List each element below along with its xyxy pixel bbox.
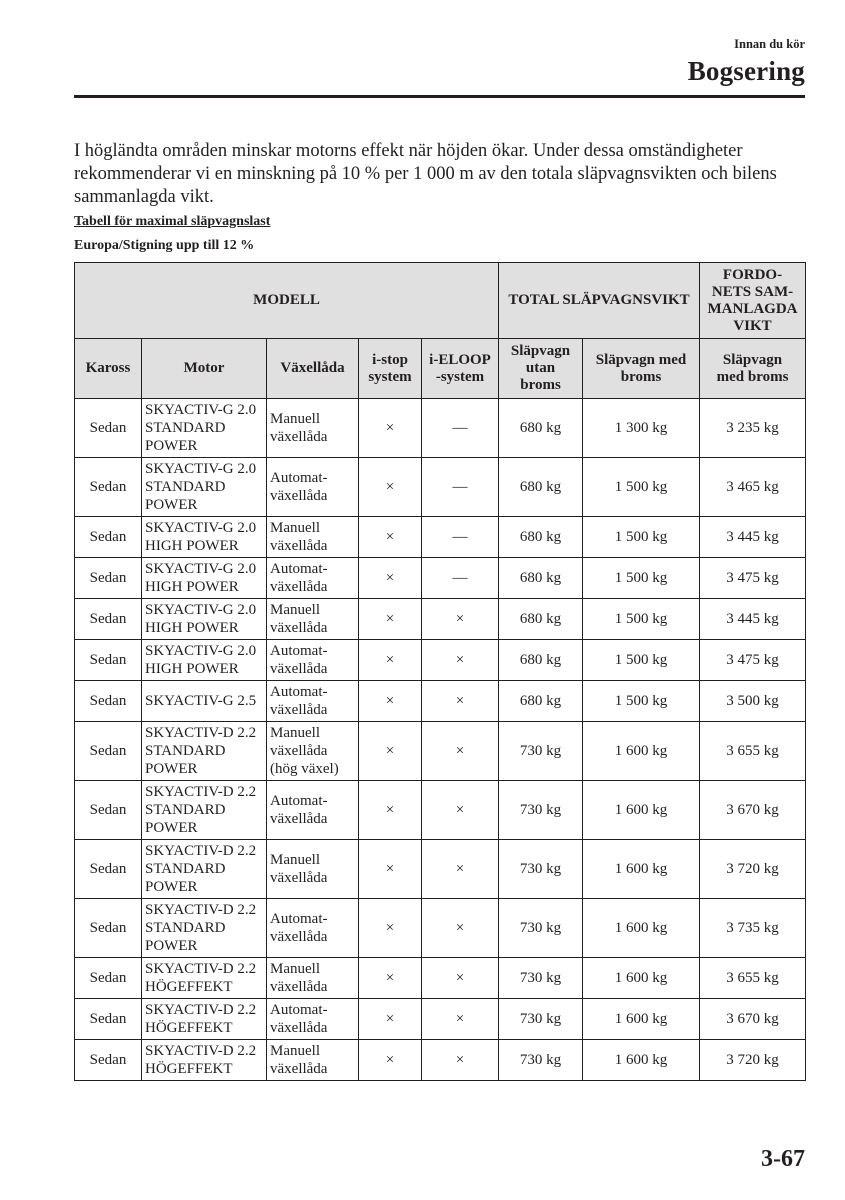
- cell-istop: ×: [359, 517, 422, 558]
- cell-kaross: Sedan: [75, 681, 142, 722]
- cell-kaross: Sedan: [75, 999, 142, 1040]
- cell-istop: ×: [359, 958, 422, 999]
- cell-motor: SKYACTIV-D 2.2 STANDARD POWER: [142, 899, 267, 958]
- cell-med-broms: 1 300 kg: [583, 399, 700, 458]
- table-row: [75, 599, 806, 640]
- cell-motor: SKYACTIV-D 2.2 HÖGEFFEKT: [142, 958, 267, 999]
- cell-istop: ×: [359, 781, 422, 840]
- cell-kaross: Sedan: [75, 599, 142, 640]
- cell-ieloop: ×: [422, 999, 499, 1040]
- model-group-header: MODELL: [75, 263, 499, 339]
- cell-med-broms: 1 600 kg: [583, 840, 700, 899]
- cell-ieloop: ×: [422, 840, 499, 899]
- cell-utan-broms: 730 kg: [499, 999, 583, 1040]
- cell-istop: ×: [359, 999, 422, 1040]
- cell-sammanlagd-vikt: 3 465 kg: [700, 458, 806, 517]
- cell-vaxellada: Automat- växellåda: [267, 458, 359, 517]
- cell-motor: SKYACTIV-G 2.0 STANDARD POWER: [142, 458, 267, 517]
- cell-ieloop: ×: [422, 681, 499, 722]
- cell-med-broms: 1 600 kg: [583, 1040, 700, 1081]
- header-kaross: Kaross: [75, 339, 142, 399]
- header-slapvagn-utan-broms: Släpvagn utan broms: [499, 339, 583, 399]
- cell-med-broms: 1 500 kg: [583, 599, 700, 640]
- header-motor: Motor: [142, 339, 267, 399]
- cell-utan-broms: 680 kg: [499, 558, 583, 599]
- cell-med-broms: 1 500 kg: [583, 681, 700, 722]
- cell-med-broms: 1 500 kg: [583, 517, 700, 558]
- cell-ieloop: —: [422, 458, 499, 517]
- table-row: [75, 899, 806, 958]
- cell-sammanlagd-vikt: 3 720 kg: [700, 1040, 806, 1081]
- cell-istop: ×: [359, 681, 422, 722]
- cell-kaross: Sedan: [75, 517, 142, 558]
- cell-motor: SKYACTIV-G 2.0 HIGH POWER: [142, 599, 267, 640]
- cell-utan-broms: 680 kg: [499, 599, 583, 640]
- cell-motor: SKYACTIV-D 2.2 HÖGEFFEKT: [142, 1040, 267, 1081]
- cell-istop: ×: [359, 558, 422, 599]
- column-header-row: [75, 339, 806, 399]
- table-row: [75, 958, 806, 999]
- cell-motor: SKYACTIV-D 2.2 STANDARD POWER: [142, 781, 267, 840]
- cell-kaross: Sedan: [75, 458, 142, 517]
- cell-utan-broms: 730 kg: [499, 899, 583, 958]
- cell-vaxellada: Automat- växellåda: [267, 640, 359, 681]
- cell-kaross: Sedan: [75, 558, 142, 599]
- cell-kaross: Sedan: [75, 899, 142, 958]
- cell-motor: SKYACTIV-D 2.2 STANDARD POWER: [142, 722, 267, 781]
- table-subheading: Europa/Stigning upp till 12 %: [74, 238, 255, 253]
- cell-vaxellada: Manuell växellåda: [267, 958, 359, 999]
- title-divider: [74, 95, 805, 98]
- header-slapvagn-med-broms: Släpvagn med broms: [583, 339, 700, 399]
- cell-utan-broms: 730 kg: [499, 840, 583, 899]
- table-heading: Tabell för maximal släpvagnslast: [74, 214, 271, 229]
- cell-utan-broms: 730 kg: [499, 722, 583, 781]
- cell-vaxellada: Manuell växellåda: [267, 517, 359, 558]
- cell-med-broms: 1 600 kg: [583, 899, 700, 958]
- cell-utan-broms: 730 kg: [499, 781, 583, 840]
- table-row: [75, 999, 806, 1040]
- table-row: [75, 558, 806, 599]
- cell-vaxellada: Automat- växellåda: [267, 899, 359, 958]
- table-row: [75, 781, 806, 840]
- cell-ieloop: ×: [422, 958, 499, 999]
- table-row: [75, 681, 806, 722]
- cell-kaross: Sedan: [75, 722, 142, 781]
- cell-utan-broms: 680 kg: [499, 458, 583, 517]
- cell-sammanlagd-vikt: 3 445 kg: [700, 599, 806, 640]
- cell-motor: SKYACTIV-G 2.0 HIGH POWER: [142, 558, 267, 599]
- cell-vaxellada: Automat- växellåda: [267, 681, 359, 722]
- cell-kaross: Sedan: [75, 1040, 142, 1081]
- cell-istop: ×: [359, 840, 422, 899]
- table-body: [75, 399, 806, 1081]
- table-row: [75, 722, 806, 781]
- page-number: 3-67: [761, 1146, 805, 1172]
- cell-sammanlagd-vikt: 3 445 kg: [700, 517, 806, 558]
- total-trailer-weight-header: TOTAL SLÄPVAGNSVIKT: [499, 263, 700, 339]
- cell-med-broms: 1 600 kg: [583, 999, 700, 1040]
- towing-capacity-table: [74, 262, 806, 1081]
- cell-med-broms: 1 500 kg: [583, 640, 700, 681]
- cell-ieloop: ×: [422, 640, 499, 681]
- cell-istop: ×: [359, 722, 422, 781]
- cell-vaxellada: Manuell växellåda: [267, 1040, 359, 1081]
- cell-istop: ×: [359, 399, 422, 458]
- cell-med-broms: 1 600 kg: [583, 722, 700, 781]
- table-row: [75, 640, 806, 681]
- cell-vaxellada: Manuell växellåda: [267, 399, 359, 458]
- cell-motor: SKYACTIV-G 2.0 STANDARD POWER: [142, 399, 267, 458]
- intro-paragraph: I högländta områden minskar motorns effekt när höjden ökar. Under dessa omständigheter rekommenderar vi en minskning på 10 % per 1 000 m av den totala släpvagnsvikten och bilens sammanlagda vikt.: [74, 141, 777, 207]
- cell-istop: ×: [359, 640, 422, 681]
- cell-istop: ×: [359, 899, 422, 958]
- cell-istop: ×: [359, 458, 422, 517]
- cell-sammanlagd-vikt: 3 475 kg: [700, 558, 806, 599]
- cell-sammanlagd-vikt: 3 720 kg: [700, 840, 806, 899]
- cell-utan-broms: 680 kg: [499, 640, 583, 681]
- cell-kaross: Sedan: [75, 840, 142, 899]
- cell-sammanlagd-vikt: 3 655 kg: [700, 958, 806, 999]
- cell-vaxellada: Automat- växellåda: [267, 558, 359, 599]
- cell-med-broms: 1 500 kg: [583, 458, 700, 517]
- cell-motor: SKYACTIV-G 2.5: [142, 681, 267, 722]
- cell-motor: SKYACTIV-G 2.0 HIGH POWER: [142, 517, 267, 558]
- header-istop: i-stop system: [359, 339, 422, 399]
- table-row: [75, 399, 806, 458]
- cell-sammanlagd-vikt: 3 500 kg: [700, 681, 806, 722]
- cell-motor: SKYACTIV-G 2.0 HIGH POWER: [142, 640, 267, 681]
- cell-kaross: Sedan: [75, 958, 142, 999]
- table-row: [75, 458, 806, 517]
- cell-vaxellada: Manuell växellåda: [267, 599, 359, 640]
- cell-ieloop: ×: [422, 722, 499, 781]
- cell-utan-broms: 730 kg: [499, 958, 583, 999]
- cell-sammanlagd-vikt: 3 735 kg: [700, 899, 806, 958]
- cell-utan-broms: 680 kg: [499, 399, 583, 458]
- cell-vaxellada: Automat- växellåda: [267, 999, 359, 1040]
- combined-weight-header: FORDO- NETS SAM- MANLAGDA VIKT: [700, 263, 806, 339]
- cell-istop: ×: [359, 599, 422, 640]
- cell-motor: SKYACTIV-D 2.2 STANDARD POWER: [142, 840, 267, 899]
- cell-sammanlagd-vikt: 3 655 kg: [700, 722, 806, 781]
- cell-utan-broms: 730 kg: [499, 1040, 583, 1081]
- cell-vaxellada: Manuell växellåda (hög växel): [267, 722, 359, 781]
- cell-ieloop: ×: [422, 781, 499, 840]
- cell-med-broms: 1 600 kg: [583, 958, 700, 999]
- cell-vaxellada: Automat- växellåda: [267, 781, 359, 840]
- cell-motor: SKYACTIV-D 2.2 HÖGEFFEKT: [142, 999, 267, 1040]
- header-fordon-slapvagn-med-broms: Släpvagn med broms: [700, 339, 806, 399]
- cell-ieloop: ×: [422, 1040, 499, 1081]
- table-row: [75, 840, 806, 899]
- cell-ieloop: ×: [422, 599, 499, 640]
- section-label: Innan du kör: [734, 37, 805, 51]
- cell-vaxellada: Manuell växellåda: [267, 840, 359, 899]
- cell-sammanlagd-vikt: 3 235 kg: [700, 399, 806, 458]
- cell-kaross: Sedan: [75, 781, 142, 840]
- cell-sammanlagd-vikt: 3 670 kg: [700, 781, 806, 840]
- cell-utan-broms: 680 kg: [499, 681, 583, 722]
- cell-kaross: Sedan: [75, 640, 142, 681]
- table-row: [75, 1040, 806, 1081]
- cell-utan-broms: 680 kg: [499, 517, 583, 558]
- cell-ieloop: —: [422, 558, 499, 599]
- cell-kaross: Sedan: [75, 399, 142, 458]
- cell-ieloop: ×: [422, 899, 499, 958]
- header-vaxellada: Växellåda: [267, 339, 359, 399]
- cell-med-broms: 1 600 kg: [583, 781, 700, 840]
- cell-sammanlagd-vikt: 3 670 kg: [700, 999, 806, 1040]
- cell-sammanlagd-vikt: 3 475 kg: [700, 640, 806, 681]
- cell-ieloop: —: [422, 517, 499, 558]
- cell-ieloop: —: [422, 399, 499, 458]
- cell-med-broms: 1 500 kg: [583, 558, 700, 599]
- page-title: Bogsering: [687, 56, 805, 86]
- table-row: [75, 517, 806, 558]
- header-ieloop: i-ELOOP -system: [422, 339, 499, 399]
- cell-istop: ×: [359, 1040, 422, 1081]
